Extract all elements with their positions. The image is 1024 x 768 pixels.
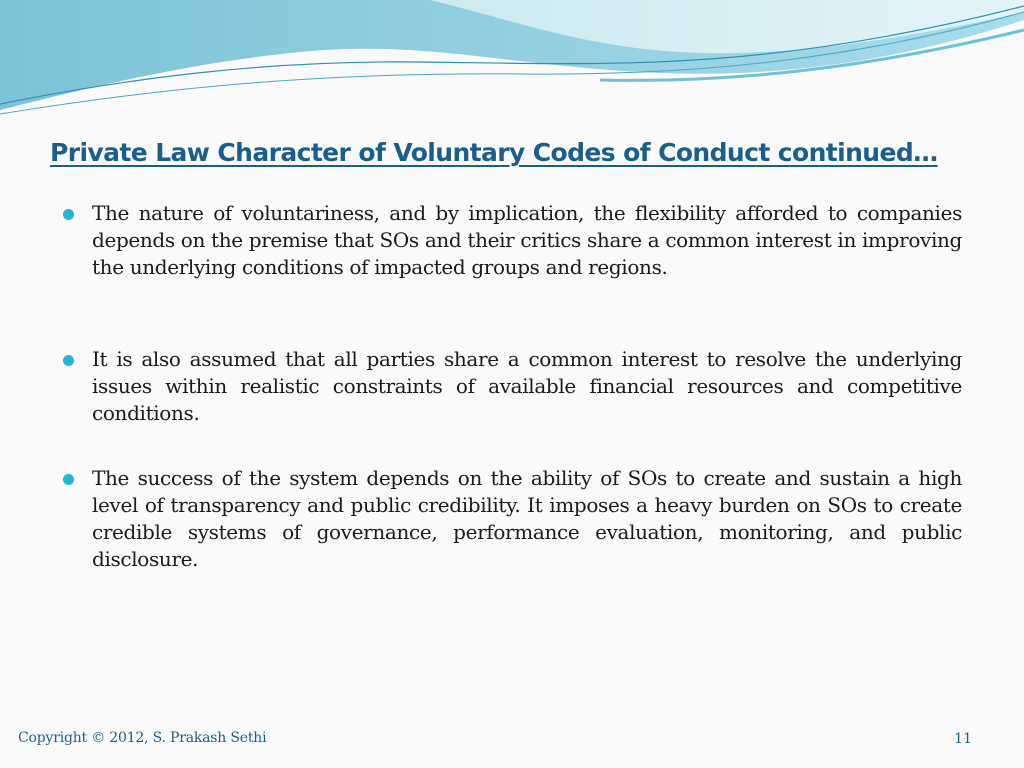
- bullet-text: The nature of voluntariness, and by implication, the flexibility afforded to companies depends on the premise that SOs and their critics share a common interest in improving the underlying conditions of impacted groups and regions.: [92, 201, 962, 279]
- bullet-icon: [63, 355, 74, 366]
- bullet-text: The success of the system depends on the ability of SOs to create and sustain a high level of transparency and public credibility. It imposes a heavy burden on SOs to create credible systems of governance, performance evaluation, monitoring, and public disclosure.: [92, 466, 962, 571]
- page-number: 11: [954, 731, 972, 747]
- bullet-text: It is also assumed that all parties share a common interest to resolve the underlying issues within realistic constraints of available financial resources and competitive conditions.: [92, 347, 962, 425]
- header-wave-decoration: [0, 0, 1024, 120]
- footer-copyright: Copyright © 2012, S. Prakash Sethi: [18, 730, 267, 746]
- slide-title: Private Law Character of Voluntary Codes of Conduct continued…: [50, 138, 938, 167]
- bullet-icon: [63, 474, 74, 485]
- bullet-icon: [63, 209, 74, 220]
